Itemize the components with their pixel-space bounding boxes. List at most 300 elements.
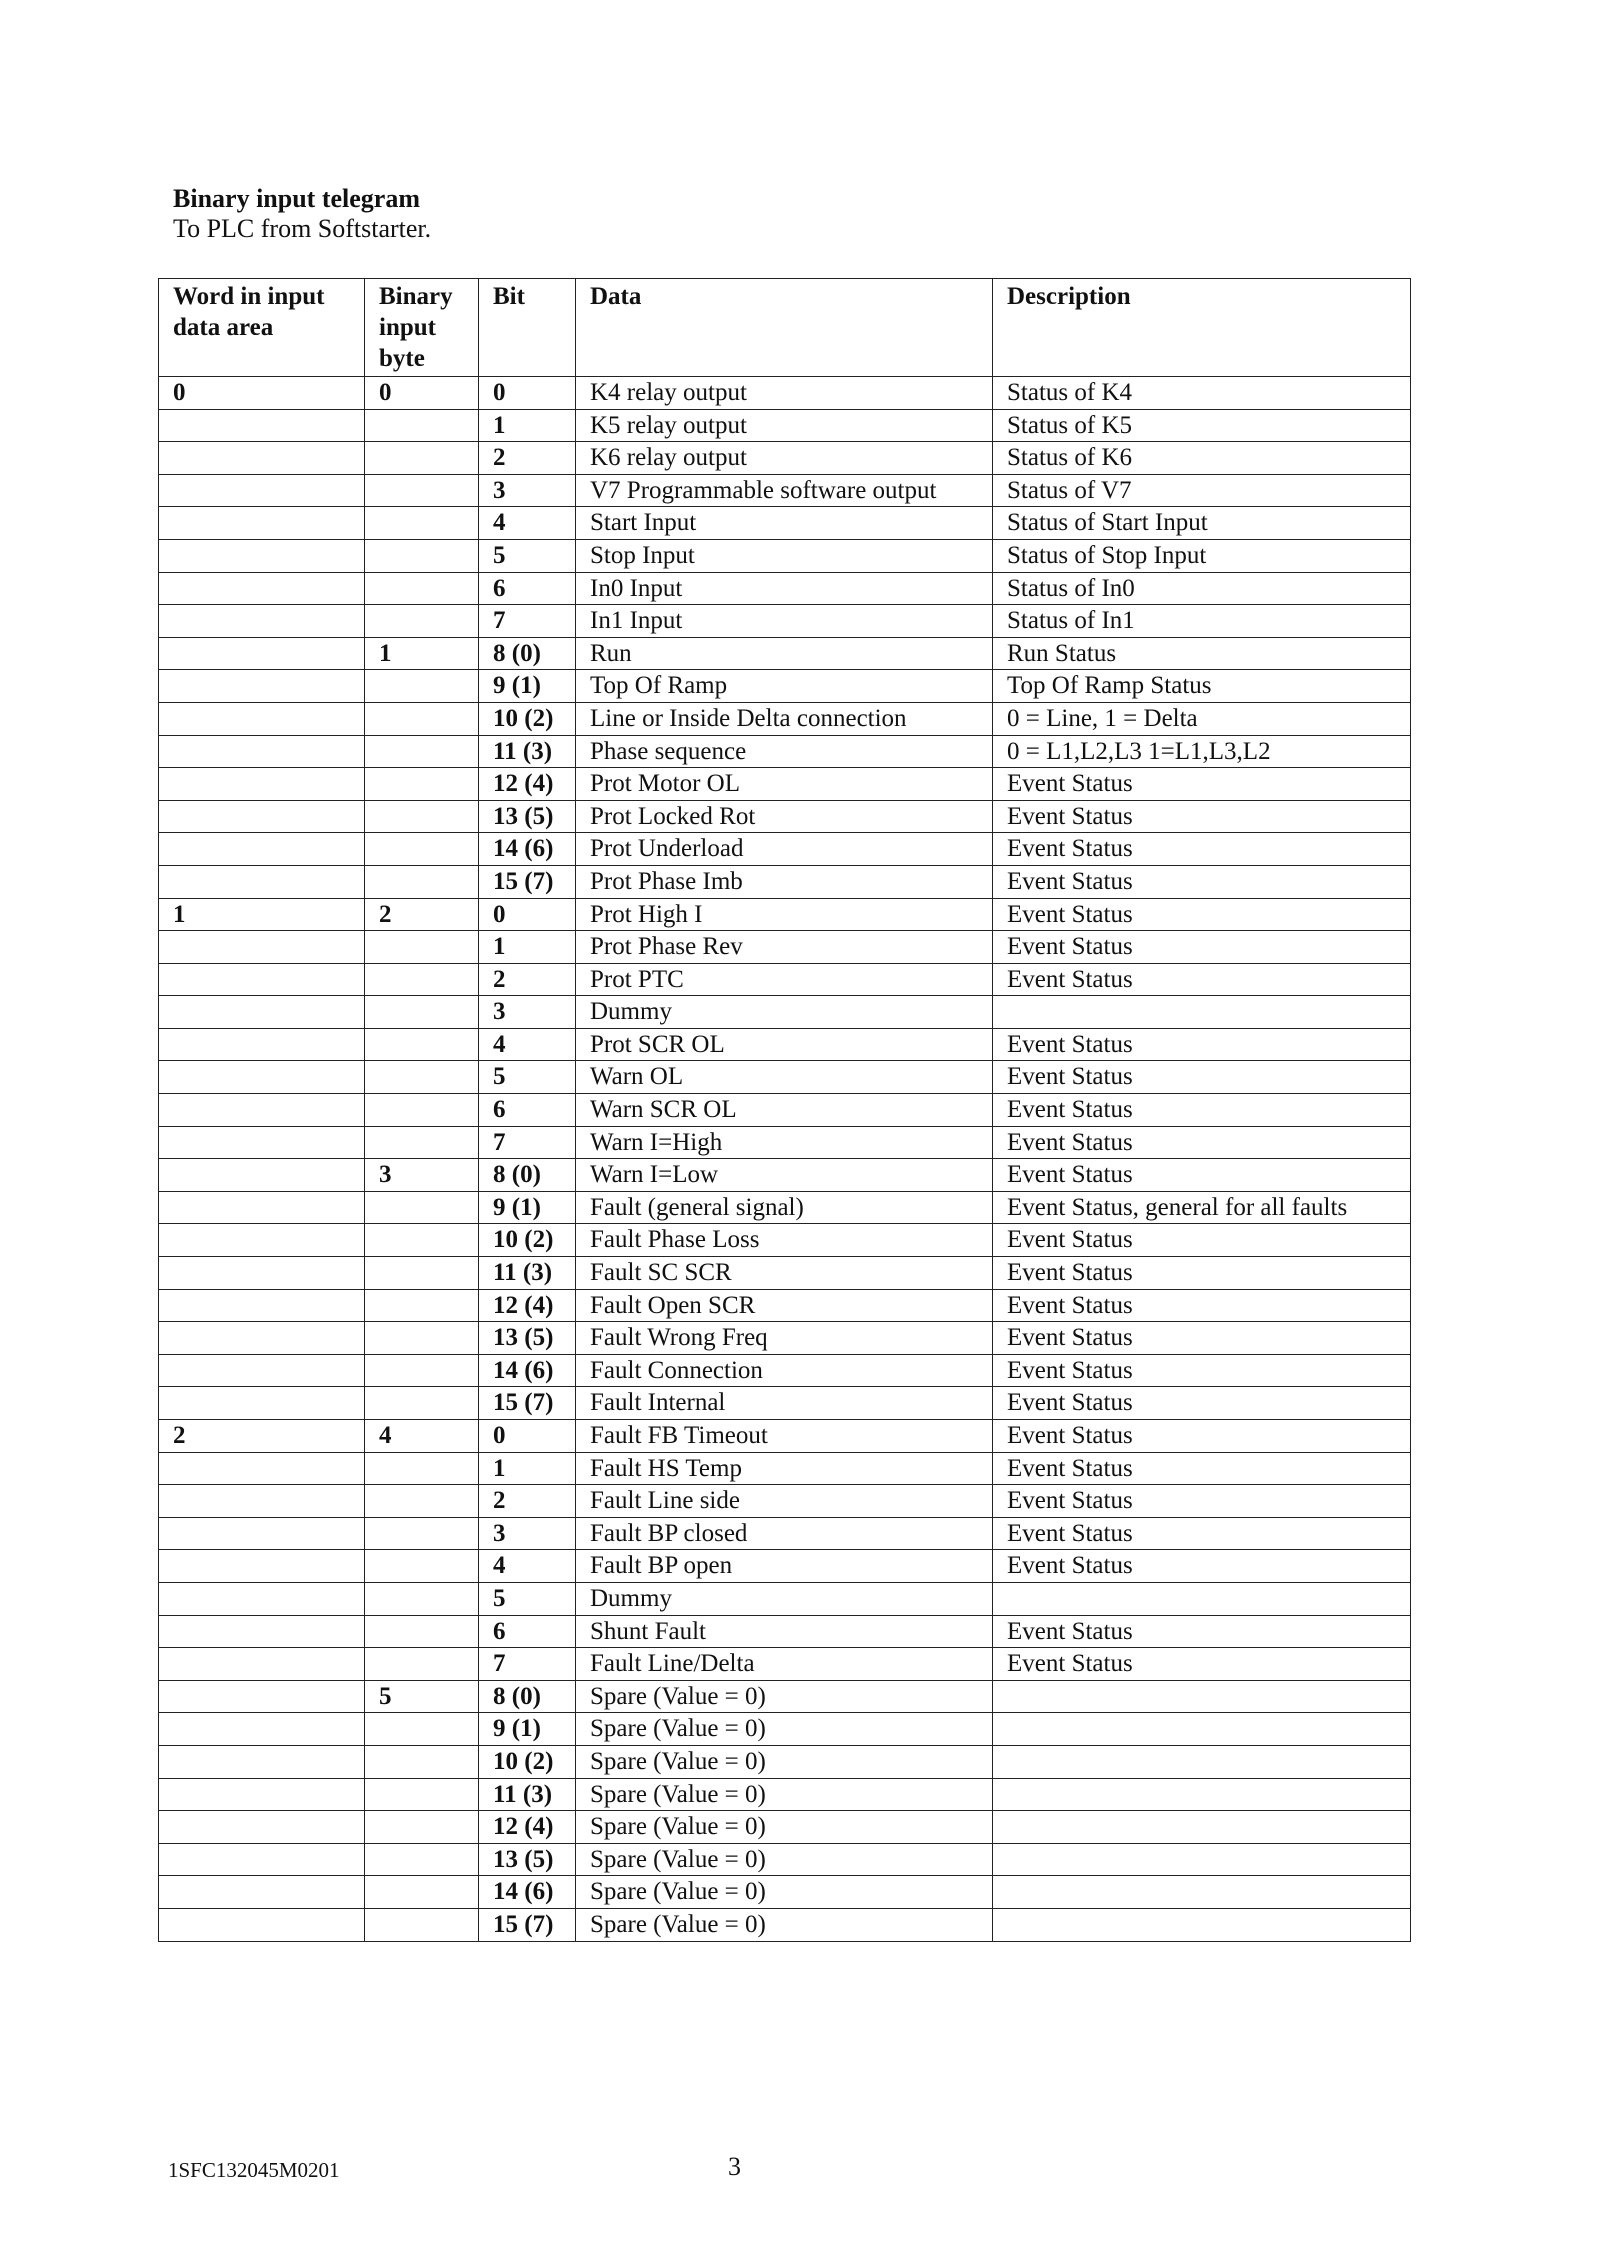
table-row [159,442,1411,475]
cell-word [159,931,365,964]
cell-bit: 6 [479,572,576,605]
cell-word [159,1257,365,1290]
cell-word [159,1745,365,1778]
cell-description: Event Status [993,1648,1411,1681]
cell-description [993,1745,1411,1778]
table-row [159,1615,1411,1648]
cell-data: Fault Internal [576,1387,993,1420]
cell-byte [365,833,479,866]
cell-bit: 12 (4) [479,1289,576,1322]
cell-byte [365,865,479,898]
cell-bit: 15 (7) [479,865,576,898]
cell-byte [365,1615,479,1648]
cell-word [159,1159,365,1192]
cell-byte [365,1322,479,1355]
table-row [159,1648,1411,1681]
cell-description: Status of Stop Input [993,539,1411,572]
table-row [159,800,1411,833]
cell-word [159,865,365,898]
table-row [159,1322,1411,1355]
cell-byte [365,702,479,735]
cell-bit: 11 (3) [479,1778,576,1811]
cell-data: Spare (Value = 0) [576,1680,993,1713]
cell-bit: 1 [479,1452,576,1485]
cell-bit: 10 (2) [479,1745,576,1778]
table-row [159,1680,1411,1713]
cell-data: Warn SCR OL [576,1094,993,1127]
cell-data: Spare (Value = 0) [576,1843,993,1876]
cell-byte [365,605,479,638]
cell-byte [365,1843,479,1876]
cell-byte [365,1582,479,1615]
cell-bit: 9 (1) [479,1713,576,1746]
cell-word [159,1485,365,1518]
column-header-bit: Bit [479,279,576,377]
cell-word [159,1582,365,1615]
table-row [159,1908,1411,1941]
cell-description: Event Status [993,1452,1411,1485]
table-header-row [159,279,1411,377]
cell-byte [365,996,479,1029]
cell-description: Event Status [993,1224,1411,1257]
table-row [159,1224,1411,1257]
cell-word: 1 [159,898,365,931]
cell-data: Dummy [576,1582,993,1615]
cell-description: Event Status [993,1420,1411,1453]
cell-word [159,833,365,866]
cell-word [159,637,365,670]
cell-bit: 1 [479,931,576,964]
cell-data: Fault HS Temp [576,1452,993,1485]
document-code: 1SFC132045M0201 [168,2158,340,2182]
table-row [159,572,1411,605]
cell-bit: 2 [479,1485,576,1518]
cell-description: Event Status [993,1550,1411,1583]
cell-description: Status of K5 [993,409,1411,442]
cell-data: Fault Open SCR [576,1289,993,1322]
cell-word [159,1713,365,1746]
cell-word [159,1191,365,1224]
cell-word [159,1094,365,1127]
cell-data: Prot Phase Rev [576,931,993,964]
cell-word [159,1354,365,1387]
cell-word [159,1908,365,1941]
cell-byte [365,409,479,442]
cell-byte [365,1387,479,1420]
cell-description [993,1811,1411,1844]
cell-byte [365,1485,479,1518]
table-row [159,1843,1411,1876]
cell-word [159,1778,365,1811]
cell-word: 2 [159,1420,365,1453]
cell-byte [365,1908,479,1941]
cell-data: Run [576,637,993,670]
cell-word [159,1843,365,1876]
cell-description: Event Status [993,1094,1411,1127]
page-number: 3 [728,2152,741,2181]
cell-bit: 4 [479,1550,576,1583]
cell-word [159,670,365,703]
cell-description: Status of K4 [993,377,1411,410]
cell-word [159,702,365,735]
table-row [159,637,1411,670]
cell-description: Event Status [993,1061,1411,1094]
cell-description: Event Status [993,1159,1411,1192]
table-row [159,1191,1411,1224]
cell-bit: 5 [479,1582,576,1615]
cell-byte [365,1876,479,1909]
table-row [159,474,1411,507]
cell-data: In0 Input [576,572,993,605]
table-row [159,507,1411,540]
cell-bit: 10 (2) [479,702,576,735]
cell-bit: 14 (6) [479,1876,576,1909]
cell-byte [365,1354,479,1387]
cell-byte [365,1778,479,1811]
cell-word [159,1126,365,1159]
cell-data: K4 relay output [576,377,993,410]
cell-data: Spare (Value = 0) [576,1778,993,1811]
table-row [159,1257,1411,1290]
cell-word [159,1387,365,1420]
cell-bit: 0 [479,1420,576,1453]
cell-word [159,1876,365,1909]
cell-word [159,1028,365,1061]
cell-bit: 7 [479,1648,576,1681]
table-row [159,1876,1411,1909]
cell-data: Warn I=Low [576,1159,993,1192]
cell-bit: 3 [479,474,576,507]
table-row [159,605,1411,638]
cell-description: 0 = Line, 1 = Delta [993,702,1411,735]
table-row [159,539,1411,572]
cell-byte [365,768,479,801]
cell-data: Prot High I [576,898,993,931]
cell-data: Spare (Value = 0) [576,1876,993,1909]
cell-data: Prot SCR OL [576,1028,993,1061]
cell-data: Fault (general signal) [576,1191,993,1224]
table-row [159,1550,1411,1583]
cell-bit: 3 [479,996,576,1029]
cell-bit: 2 [479,442,576,475]
cell-bit: 12 (4) [479,768,576,801]
cell-description: Status of In0 [993,572,1411,605]
table-row [159,1745,1411,1778]
cell-byte [365,474,479,507]
table-row [159,1354,1411,1387]
cell-byte [365,1517,479,1550]
cell-bit: 14 (6) [479,1354,576,1387]
cell-data: Fault BP closed [576,1517,993,1550]
cell-byte [365,931,479,964]
table-row [159,931,1411,964]
cell-byte [365,1745,479,1778]
cell-word [159,735,365,768]
cell-description [993,1713,1411,1746]
cell-byte: 2 [365,898,479,931]
cell-bit: 13 (5) [479,1843,576,1876]
cell-byte [365,1061,479,1094]
cell-bit: 9 (1) [479,670,576,703]
cell-data: In1 Input [576,605,993,638]
table-row [159,670,1411,703]
cell-data: Warn I=High [576,1126,993,1159]
cell-bit: 4 [479,1028,576,1061]
table-row [159,409,1411,442]
table-row [159,865,1411,898]
cell-byte [365,1811,479,1844]
cell-data: Fault Wrong Freq [576,1322,993,1355]
column-header-description: Description [993,279,1411,377]
cell-data: Prot Underload [576,833,993,866]
table-row [159,963,1411,996]
table-row [159,1811,1411,1844]
column-header-data: Data [576,279,993,377]
cell-bit: 12 (4) [479,1811,576,1844]
cell-byte: 3 [365,1159,479,1192]
cell-byte [365,963,479,996]
table-body [159,377,1411,1942]
cell-word [159,963,365,996]
cell-word [159,1648,365,1681]
cell-data: Warn OL [576,1061,993,1094]
cell-byte [365,1550,479,1583]
cell-data: Fault BP open [576,1550,993,1583]
cell-word [159,1452,365,1485]
cell-data: Fault FB Timeout [576,1420,993,1453]
table-row [159,1485,1411,1518]
cell-word [159,1224,365,1257]
cell-data: Fault Connection [576,1354,993,1387]
cell-bit: 13 (5) [479,1322,576,1355]
cell-byte [365,507,479,540]
table-row [159,1452,1411,1485]
binary-input-table [158,278,1411,1942]
table-row [159,1061,1411,1094]
cell-description [993,1680,1411,1713]
table-row [159,1094,1411,1127]
cell-word [159,507,365,540]
cell-bit: 4 [479,507,576,540]
cell-byte: 0 [365,377,479,410]
cell-description: 0 = L1,L2,L3 1=L1,L3,L2 [993,735,1411,768]
cell-word [159,768,365,801]
cell-description: Event Status [993,1322,1411,1355]
cell-data: Spare (Value = 0) [576,1713,993,1746]
cell-description [993,996,1411,1029]
cell-word [159,1811,365,1844]
cell-description: Event Status [993,1257,1411,1290]
cell-description: Status of Start Input [993,507,1411,540]
cell-word [159,442,365,475]
cell-description: Event Status [993,1615,1411,1648]
cell-description [993,1908,1411,1941]
cell-description: Status of K6 [993,442,1411,475]
cell-byte [365,1289,479,1322]
section-title: Binary input telegram [173,184,420,213]
cell-data: Prot PTC [576,963,993,996]
cell-byte [365,539,479,572]
cell-word [159,800,365,833]
section-subtitle: To PLC from Softstarter. [173,214,432,243]
cell-description: Event Status, general for all faults [993,1191,1411,1224]
cell-data: Stop Input [576,539,993,572]
cell-data: K6 relay output [576,442,993,475]
cell-byte [365,800,479,833]
cell-byte [365,1713,479,1746]
cell-description [993,1582,1411,1615]
cell-word [159,474,365,507]
cell-byte [365,1224,479,1257]
cell-description [993,1876,1411,1909]
table-row [159,1420,1411,1453]
cell-word [159,539,365,572]
cell-description: Event Status [993,1485,1411,1518]
cell-description: Event Status [993,898,1411,931]
cell-data: Spare (Value = 0) [576,1908,993,1941]
cell-description: Event Status [993,1028,1411,1061]
cell-word [159,1517,365,1550]
cell-data: Top Of Ramp [576,670,993,703]
cell-data: Phase sequence [576,735,993,768]
cell-description: Event Status [993,963,1411,996]
cell-description: Event Status [993,1126,1411,1159]
cell-byte [365,572,479,605]
cell-byte [365,735,479,768]
cell-description: Top Of Ramp Status [993,670,1411,703]
cell-word: 0 [159,377,365,410]
table-row [159,1517,1411,1550]
cell-byte [365,442,479,475]
cell-bit: 13 (5) [479,800,576,833]
table-row [159,1582,1411,1615]
cell-byte [365,670,479,703]
cell-bit: 8 (0) [479,1159,576,1192]
cell-data: Fault SC SCR [576,1257,993,1290]
cell-description: Event Status [993,800,1411,833]
column-header-byte: Binary input byte [365,279,479,377]
table-row [159,735,1411,768]
cell-bit: 15 (7) [479,1908,576,1941]
cell-bit: 8 (0) [479,1680,576,1713]
cell-description: Status of In1 [993,605,1411,638]
cell-bit: 9 (1) [479,1191,576,1224]
table-row [159,833,1411,866]
cell-bit: 10 (2) [479,1224,576,1257]
cell-description: Event Status [993,768,1411,801]
table-row [159,1028,1411,1061]
table-row [159,996,1411,1029]
cell-data: Shunt Fault [576,1615,993,1648]
cell-byte [365,1191,479,1224]
table-row [159,768,1411,801]
column-header-word: Word in input data area [159,279,365,377]
cell-word [159,996,365,1029]
cell-bit: 7 [479,1126,576,1159]
cell-description [993,1843,1411,1876]
cell-byte [365,1126,479,1159]
cell-data: Fault Line/Delta [576,1648,993,1681]
table-row [159,702,1411,735]
cell-byte [365,1648,479,1681]
table-row [159,1778,1411,1811]
cell-bit: 8 (0) [479,637,576,670]
cell-word [159,1615,365,1648]
cell-description [993,1778,1411,1811]
cell-word [159,605,365,638]
cell-byte [365,1028,479,1061]
cell-data: Prot Locked Rot [576,800,993,833]
cell-data: K5 relay output [576,409,993,442]
cell-bit: 1 [479,409,576,442]
cell-bit: 0 [479,898,576,931]
cell-word [159,409,365,442]
table-row [159,1159,1411,1192]
cell-description: Event Status [993,865,1411,898]
cell-data: Fault Phase Loss [576,1224,993,1257]
cell-bit: 6 [479,1094,576,1127]
cell-word [159,1550,365,1583]
cell-byte: 5 [365,1680,479,1713]
cell-bit: 15 (7) [479,1387,576,1420]
cell-data: Prot Phase Imb [576,865,993,898]
cell-word [159,1322,365,1355]
cell-data: Line or Inside Delta connection [576,702,993,735]
cell-description: Run Status [993,637,1411,670]
cell-data: Prot Motor OL [576,768,993,801]
table-row [159,1387,1411,1420]
table-row [159,1713,1411,1746]
cell-word [159,1289,365,1322]
table-row [159,1289,1411,1322]
cell-data: Dummy [576,996,993,1029]
cell-data: Start Input [576,507,993,540]
table-row [159,898,1411,931]
cell-data: V7 Programmable software output [576,474,993,507]
cell-bit: 0 [479,377,576,410]
cell-description: Event Status [993,833,1411,866]
cell-data: Spare (Value = 0) [576,1811,993,1844]
cell-byte [365,1257,479,1290]
cell-description: Event Status [993,1354,1411,1387]
cell-description: Event Status [993,931,1411,964]
cell-bit: 2 [479,963,576,996]
cell-bit: 6 [479,1615,576,1648]
cell-bit: 11 (3) [479,1257,576,1290]
cell-description: Status of V7 [993,474,1411,507]
cell-data: Fault Line side [576,1485,993,1518]
cell-bit: 3 [479,1517,576,1550]
table-row [159,1126,1411,1159]
cell-description: Event Status [993,1517,1411,1550]
cell-byte [365,1452,479,1485]
cell-bit: 5 [479,1061,576,1094]
cell-word [159,1680,365,1713]
cell-bit: 14 (6) [479,833,576,866]
cell-description: Event Status [993,1387,1411,1420]
cell-word [159,1061,365,1094]
table-row [159,377,1411,410]
cell-byte: 4 [365,1420,479,1453]
cell-byte: 1 [365,637,479,670]
cell-bit: 5 [479,539,576,572]
cell-bit: 7 [479,605,576,638]
cell-data: Spare (Value = 0) [576,1745,993,1778]
cell-description: Event Status [993,1289,1411,1322]
cell-word [159,572,365,605]
cell-byte [365,1094,479,1127]
cell-bit: 11 (3) [479,735,576,768]
